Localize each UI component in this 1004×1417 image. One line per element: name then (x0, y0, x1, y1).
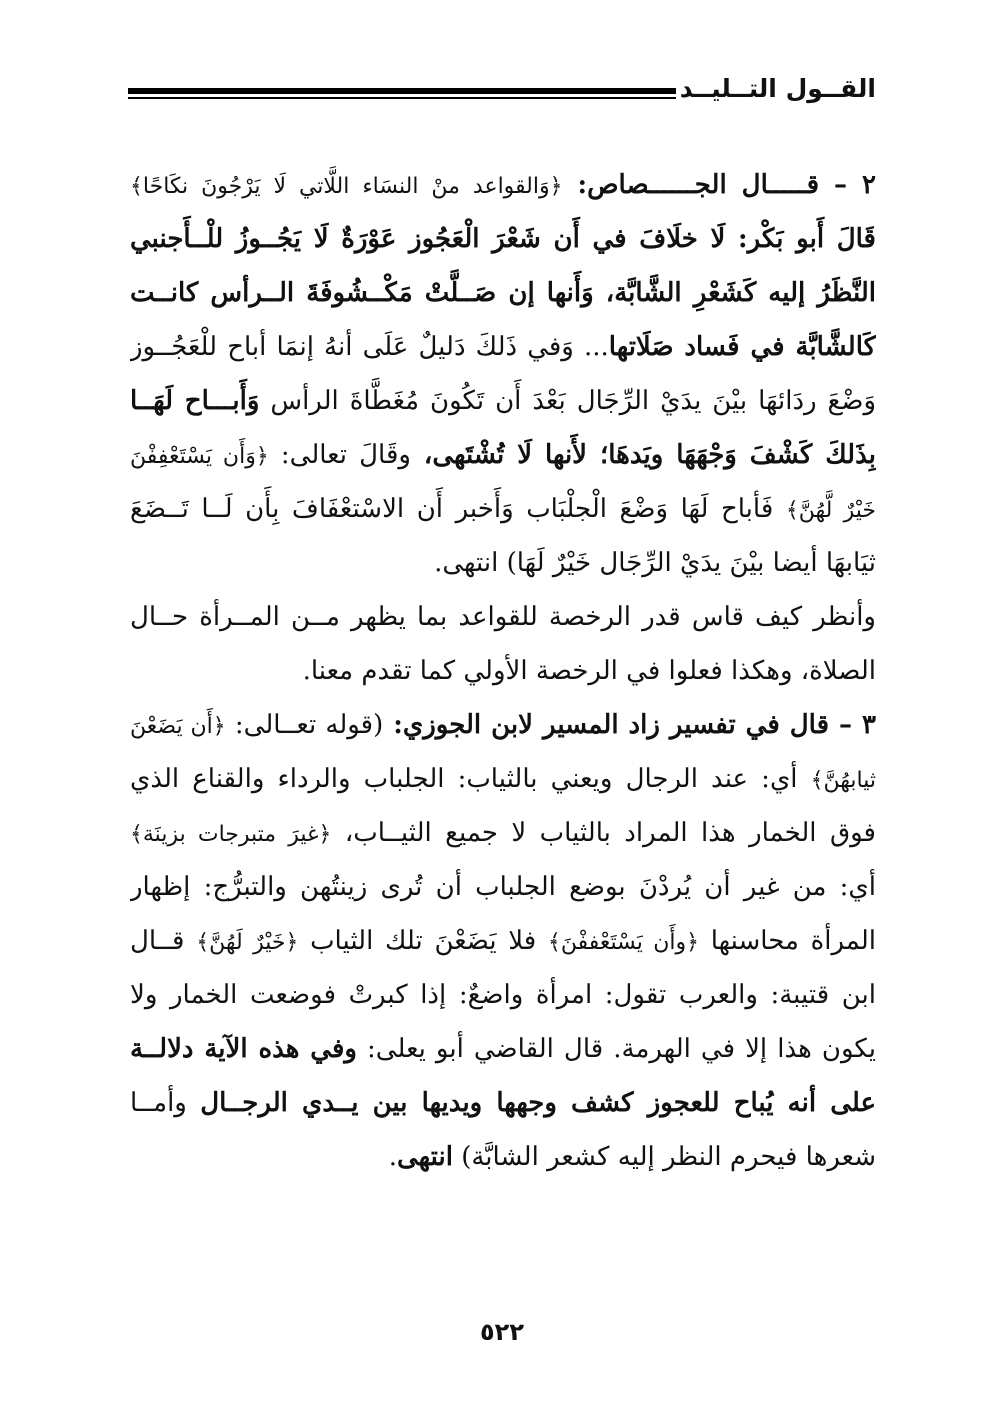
quran-quote: ﴿خَيْرٌ لَهُنَّ﴾ (196, 930, 299, 955)
header-rule-thick (128, 88, 676, 94)
bold-text: وفي هذه الآية دلالــة (130, 1034, 357, 1064)
text-line (130, 590, 876, 644)
text-line (130, 536, 876, 590)
bold-text: النَّظَرُ إليه كَشَعْرِ الشَّابَّة، وَأَنها إن صَــلَّتْ مَكْــشُوفَةَ الــرأس كانــت (130, 278, 876, 308)
quran-quote: ﴿غيرَ متبرجات بزينَة﴾ (130, 822, 332, 847)
text-segment: ... وَفي ذَلكَ دَليلٌ عَلَى أنهُ إنمَا أباح للْعَجُــوز (130, 332, 609, 362)
text-line (130, 374, 876, 428)
text-segment: فلا يَضَعْنَ تلك الثياب (298, 926, 548, 956)
quran-quote: خَيْرٌ لَّهُنَّ﴾ (785, 498, 876, 523)
quran-quote: ﴿أَن يَضَعْنَ (130, 714, 226, 739)
quran-quote: ﴿وَالقواعد منْ النسَاء اللَّاتي لَا يَرْجُونَ نكَاحًا﴾ (130, 174, 563, 199)
text-line (130, 860, 876, 914)
bold-text: كَالشَّابَّة في فَساد صَلَاتها (608, 332, 876, 362)
bold-text: ٣ – قال في تفسير زاد المسير لابن الجوزي: (383, 710, 876, 740)
quran-quote: ثيابهُنَّ﴾ (810, 768, 876, 793)
body-text (130, 158, 876, 1184)
text-line (130, 1130, 876, 1184)
bold-text: انتهى (396, 1142, 453, 1172)
text-segment: قــال (130, 926, 197, 956)
text-segment: يكون هذا إلا في الهرمة. قال القاضي أبو يعلى: (356, 1034, 876, 1064)
text-line (130, 806, 876, 860)
text-line (130, 914, 876, 968)
text-segment: (قوله تعــالى: (225, 710, 384, 740)
text-line (130, 158, 876, 212)
text-segment: فَأباح لَهَا وَضْعَ الْجلْبَاب وَأَخبر أَن الاسْتعْفَافَ بِأَن لَــا تَــضَعَ (130, 494, 786, 524)
text-segment: . (388, 1142, 397, 1172)
text-line (130, 482, 876, 536)
book-title: القــول التــليــد (679, 74, 876, 103)
text-segment: وقَالَ تعالى: (268, 440, 411, 470)
bold-text: قَالَ أَبو بَكْر: لَا خلَافَ في أَن شَعْرَ الْعَجُوز عَوْرَةٌ لَا يَجُــوزُ للْــأَجنبي (130, 224, 876, 254)
text-segment: وأمــا (130, 1088, 201, 1118)
text-line (130, 428, 876, 482)
text-line (130, 1022, 876, 1076)
bold-text: وَأَبـــاح لَهَــا (130, 386, 260, 416)
text-segment: شعرها فيحرم النظر إليه كشعر الشابَّة) (452, 1142, 876, 1172)
text-line (130, 320, 876, 374)
text-line (130, 1076, 876, 1130)
quran-quote: ﴿وَأَن يَسْتَعْفِفْنَ (130, 444, 269, 469)
text-line (130, 266, 876, 320)
text-line (130, 752, 876, 806)
text-segment: ثيَابهَا أيضا بيْنَ يدَيْ الرِّجَال خَيْرٌ لَهَا) انتهى. (434, 548, 876, 578)
text-segment: ابن قتيبة: والعرب تقول: امرأة واضعٌ: إذا كبرتْ فوضعت الخمار ولا (130, 980, 876, 1010)
text-segment: وَضْعَ ردَائهَا بيْنَ يدَيْ الرِّجَال بَعْدَ أَن تَكُونَ مُغَطَّاةَ الرأس (259, 386, 876, 416)
text-segment: أي: من غير أن يُردْنَ بوضع الجلباب أن تُرى زينتُهن والتبرُّج: إظهار (130, 872, 876, 902)
text-segment: فوق الخمار هذا المراد بالثياب لا جميع الثيــاب، (331, 818, 876, 848)
text-segment: المرأة محاسنها (699, 926, 876, 956)
bold-text: على أنه يُباح للعجوز كشف وجهها ويديها بين يــدي الرجــال (200, 1088, 876, 1118)
bold-text: ٢ – قـــــال الجــــــصاص: (562, 170, 876, 200)
header-rule-thin (128, 97, 676, 99)
page-header (128, 70, 876, 110)
text-segment: أي: عند الرجال ويعني بالثياب: الجلباب والرداء والقناع الذي (130, 764, 811, 794)
text-line (130, 212, 876, 266)
bold-text: بِذَلكَ كَشْفَ وَجْهَهَا ويَدهَا؛ لأَنها لَا تُشْتَهى، (410, 440, 876, 470)
text-segment: الصلاة، وهكذا فعلوا في الرخصة الأولي كما تقدم معنا. (302, 656, 876, 686)
text-segment: وأنظر كيف قاس قدر الرخصة للقواعد بما يظهر مــن المــرأة حــال (130, 602, 876, 632)
quran-quote: ﴿وأَن يَسْتَعْففْنَ﴾ (547, 930, 700, 955)
page-number: ٥٢٢ (480, 1318, 524, 1346)
text-line (130, 644, 876, 698)
text-line (130, 698, 876, 752)
text-line (130, 968, 876, 1022)
